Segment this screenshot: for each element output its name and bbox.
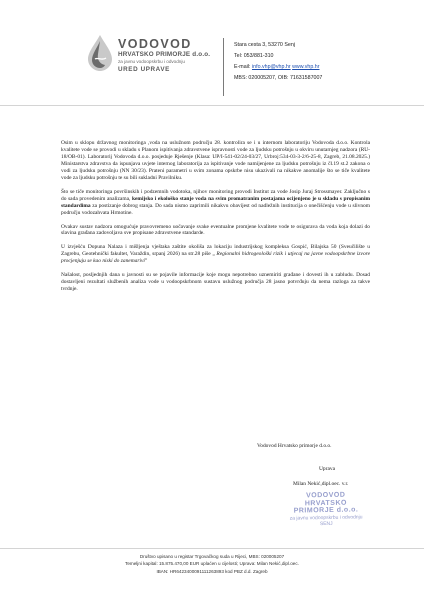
paragraph-text: za postizanje dobrog stanja. Do sada nismo zaprimili nikakvu obavijest od nadležnih institucija o onečišćenju vode u slivnom području vodozahvata Hrmotine. <box>61 202 370 216</box>
address: Stara cesta 3, 53270 Senj <box>234 42 295 48</box>
paragraph-oversight: Ovakav sustav nadzora omogućuje pravovremeno uočavanje svake eventualne promjene kvalitete vode te osigurava da voda koja dolazi do slavina građana zadovoljava sve propisane zdravstvene standarde. <box>61 223 370 237</box>
italic-quote: Regionalni hidrogeološki rizik i utjecaj na javne vodoopskrbne izvore procjenjuju se kao niski do zanemarivi <box>61 251 370 265</box>
footer-capital: Temeljni kapital: 15.875.470,00 EUR uplaćen u cijelosti; Uprava: Milan Nekić,dipl.oec. <box>125 561 299 567</box>
footer-iban: IBAN: HR6423400091111263893 kod PBZ d.d. Zagreb <box>156 568 268 574</box>
email-web-line <box>234 62 322 73</box>
quote-close: ” <box>144 258 148 265</box>
company-stamp <box>288 491 365 527</box>
logo-subtitle: HRVATSKO PRIMORJE d.o.o. <box>118 51 211 58</box>
email-label: E-mail: <box>234 64 251 70</box>
paragraph-conclusion: Našalost, posljednjih dana u javnosti su se pojavile informacije koje mogu nepotrebno uznemiriti građane i dovesti ih u zabludu. Dosad dostavljeni rezultati službenih analiza vode u vodoopskrbnom sustavu uslužnog područja 28 jasno potvrđuju da nema razloga za takve tvrdnje. <box>61 272 370 293</box>
signature-department: Uprava <box>319 466 336 472</box>
stamp-line: VODOVOD HRVATSKO <box>304 491 348 507</box>
signature-name: Milan Nekić,dipl.oec. v.r. <box>293 481 349 487</box>
header-divider <box>223 38 224 96</box>
letter-body <box>61 140 370 300</box>
paragraph-monitoring <box>61 189 370 217</box>
footer <box>0 553 424 575</box>
stamp-line: SENJ <box>319 520 333 527</box>
mbs-oib: MBS: 020005207, OIB: 71631587007 <box>234 75 323 81</box>
phone: Tel: 053/881-310 <box>234 53 274 59</box>
paragraph-report <box>61 244 370 265</box>
logo-unit: URED UPRAVE <box>118 66 170 73</box>
signature-company: Vodovod Hrvatsko primorje d.o.o. <box>257 443 332 449</box>
footer-registry: Društvo upisano u registar Trgovačkog suda u Rijeci, MBS: 020005207 <box>139 554 285 559</box>
paragraph-internal-lab: Osim u sklopu državnog monitoringa ,voda na uslužnom području 28. kontrolira se i u internom laboratoriju Vodovoda d.o.o. Kontrola kvalitete vode se provodi u skladu s Planom ispitivanja zdravstvene ispravnosti vode za ljudsku potrošnju u okviru unutarnjeg nadzora (RU-18/OB-01). Laboratorij Vodovoda d.o.o. posjeduje Rješenje (Klasa: UP/I-541-02/24-03/27, Urbroj:534-03-3-2/6-25-8, Zagreb, 21.08.2025.) Ministarstva zdravstva da ispunjava uvjete internog laboratorija za ispitivanje vode namijenjene za ljudsku potrošnju iz čl.19 st.2 zakona o vodi za ljudsku potrošnju (NN 30/23). Prateni parametri u svim zonama opskrbe nisu ukazivali na nikakve anomalije što se tiče kvalitete vode za ljudsku potrošnju te su bili sukladni Pravilniku. <box>61 140 370 181</box>
letterhead <box>0 0 424 112</box>
logo-tagline: za javnu vodoopskrbu i odvodnju <box>118 59 185 64</box>
company-logo-text <box>118 38 210 74</box>
web-link[interactable]: www.vhp.hr <box>292 64 320 70</box>
contact-block <box>234 40 322 84</box>
paragraph-text: Što se tiče monitoringa površinskih i podzemnih vodotoka, njihov monitoring provodi Institut za vode Josip Juraj Strossmayer. Zaključno s do sada provedenim analizama, <box>61 188 370 202</box>
bold-statement: kemijsko i ekološko stanje voda na svim promatranim postajama ocijenjeno je u skladu s propisanim standardima <box>61 195 370 209</box>
paragraph-text: U izvješću Dopuna Nalaza i mišljenja vještaka zaštite okoliša za lokaciju industrijskog kompleksa Gospić, Bilajska 50 (Sveučilište u Zagrebu, Geotehnički fakultet, Varaždin, srpanj 2026) na str.28 piše „ <box>61 244 370 258</box>
stamp-line: za javnu vodoopskrbu i odvodnju <box>289 513 363 522</box>
logo-title: VODOVOD <box>118 37 192 51</box>
water-drop-logo-icon <box>86 34 114 72</box>
footer-rule <box>0 548 424 549</box>
header-rule <box>0 105 424 106</box>
email-link[interactable]: info.vhp@vhp.hr <box>251 64 291 70</box>
stamp-line: PRIMORJE d.o.o. <box>293 506 359 515</box>
